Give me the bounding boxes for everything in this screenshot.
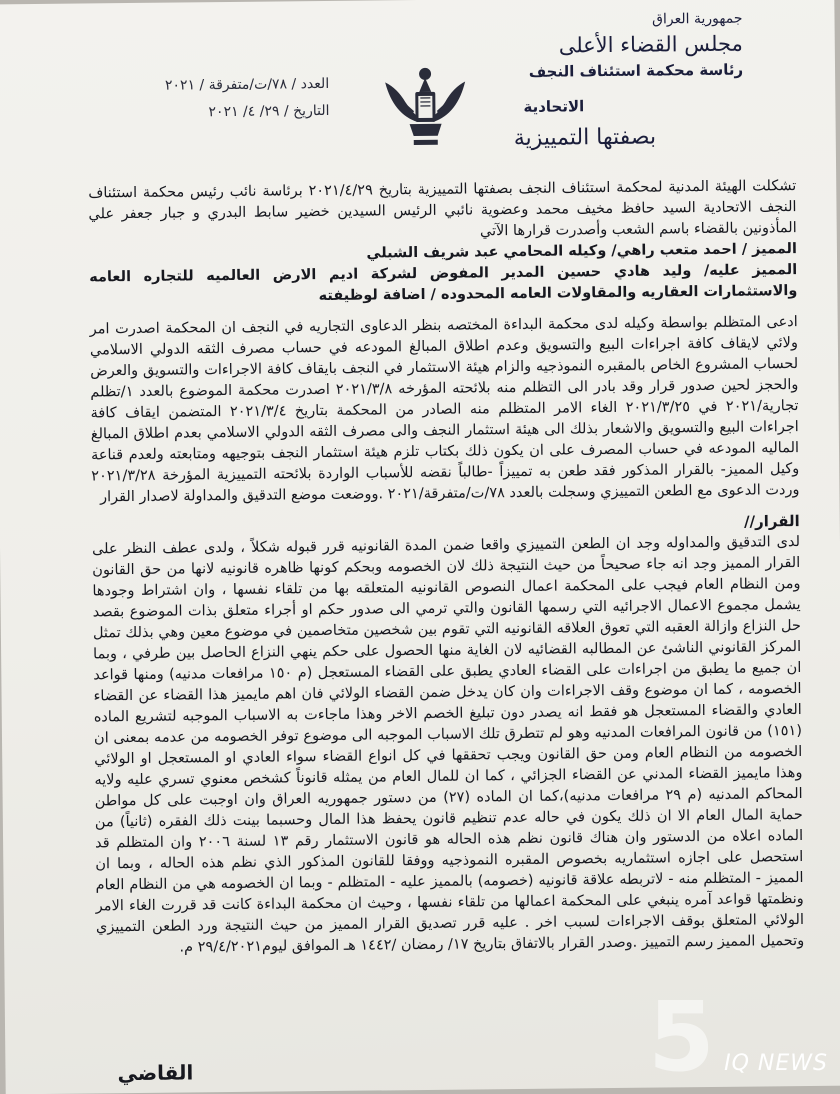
decision-paragraph: لدى التدقيق والمداوله وجد ان الطعن التمييزي واقعا ضمن المدة القانونيه قرر قبوله شكلاً ، ولدى عطف النظر على القرار المميز وجد انه جاء صحيحاً من حيث النتيجة ذلك لان الخصومه وبحكم كونها ظاهره قانونيه لانها من حق القانون ومن النظام العام فيجب على المحكمة اعمال النصوص القانونيه المتعلقه بها من تلقاء نفسها ، وان اشتراط وجودها يشمل مجموع الاعمال الاجرائيه التي رسمها القانون والتي ترمي الى صدور حكم او أجراء متعلق بذات الموضوع بقصد حل النزاع وازالة العقبه التي تعوق العلاقه القانونيه التي تقوم بين شخصين متخاصمين في موضوع معين وهي بذلك تمثل المركز القانوني الناشئ عن المطالبه القضائيه لان الغاية منها الحصول على حكم ينهي النزاع الحاصل بين طرفي ، وبما ان جميع ما يطبق من اجراءات على القضاء العادي يطبق على القضاء المستعجل (م ١٥٠ مرافعات مدنيه) ومنها قواعد الخصومه ، كما ان موضوع وقف الاجراءات وان كان يدخل ضمن القضاء الولائي فان اهم مايميز هذا القضاء عن القضاء العادي والقضاء المستعجل هو فقط انه يصدر دون تبليغ الخصم الاخر وهذا ماجاءت به الاسباب الموجبه لتشريع الماده (١٥١) من قانون المرافعات المدنيه وهو لم تتطرق تلك الاسباب الموجبه الى موضوع توفر الخصومه من عدمه بمعنى ان الخصومه من النظام العام ومن حق القانون ويجب تحققها في كل انواع القضاء سواء العادي او المستعجل او الولائي وهذا مايميز القضاء المدني عن القضاء الجزائي ، كما ان للمال العام من يمثله قانوناً كشخص معنوي تسري عليه ولايه المحاكم المدنيه (م ٢٩ مرافعات مدنيه)،كما ان الماده (٢٧) من دستور جمهوريه العراق وان اوجبت على كل مواطن حماية المال العام الا ان ذلك يكون في حاله عدم تنظيم قانون يحفظ هذا المال وحسبما بينت ذلك الفقره (ثانياً) من الماده اعلاه من الدستور وان هناك قانون نظم هذه الحاله هو قانون الاستثمار رقم ١٣ لسنة ٢٠٠٦ وان المتظلم قد استحصل على اجازه استثماريه بخصوص المقبره النموذجيه ووفقا للقانون المذكور الذي نظم هذه الحاله ، وبما ان المميز - المتظلم منه - لاتربطه علاقة قانونيه (خصومه) بالمميز عليه - المتظلم - وبما ان الخصومه هي من النظام العام ونظمتها قواعد آمره ينبغي على المحكمة اعمالها من تلقاء نفسها ، وحيث ان محكمة البداءة كانت قد قررت الغاء الامر الولائي المتعلق بوقف الاجراءات لسبب اخر . عليه قرر تصديق القرار المميز من حيث النتيجة ورد الطعن التمييزي وتحميل المميز رسم التمييز .وصدر القرار بالاتفاق بتاريخ ١٧/ رمضان /١٤٤٢ هـ الموافق ليوم٢٩/٤/٢٠٢١ م.	[92, 532, 804, 959]
letterhead	[482, 9, 743, 156]
reference-block	[79, 71, 330, 127]
case-facts-paragraph: ادعى المتظلم بواسطة وكيله لدى محكمة البداءة المختصه بنظر الدعاوى التجاريه في النجف ان المحكمة اصدرت امر ولائي لايقاف كافة اجراءات البيع والتسويق وعدم اطلاق المبالغ المودعه في حساب مصرف الثقه الدولي الاسلامي لحساب المشروع الخاص بالمقبره النموذجيه والزام هيئة الاستثمار في النجف بايقاف كافة الاجراءات والتسويق والعرض والحجز لحين صدور قرار وقد بادر الى التظلم منه بلائحته المؤرخه ٢٠٢١/٣/٨ اصدرت محكمة الموضوع بالعدد ١/تظلم تجارية/٢٠٢١ في ٢٠٢١/٣/٢٥ الغاء الامر المتظلم منه الصادر من المحكمة بتاريخ ٢٠٢١/٣/٤ المتضمن ايقاف كافة اجراءات البيع والتسويق والاشعار بذلك الى هيئة استثمار النجف والى مصرف الثقه الدولي الاسلامي بعدم اطلاق المبالغ الماليه المودعه في حساب المصرف على ان يكون ذلك بكتاب تلزم هيئة استثمار النجف بتوجيهه ومتابعته ولعدم قناعة وكيل المميز- بالقرار المذكور فقد طعن به تمييزاً -طالباً نقضه للأسباب الواردة بلائحته التمييزية المؤرخة ٢٠٢١/٣/٢٨ وردت الدعوى مع الطعن التمييزي وسجلت بالعدد ٧٨/ت/متفرقة/٢٠٢١ .ووضعت موضع التدقيق والمداولة لاصدار القرار	[90, 312, 800, 508]
court-type: الاتحادية	[483, 95, 743, 119]
council-name: مجلس القضاء الأعلى	[483, 29, 743, 62]
watermark-brand: IQ NEWS	[724, 1051, 828, 1076]
iraq-eagle-emblem	[383, 61, 468, 152]
court-formation-paragraph: تشكلت الهيئة المدنية لمحكمة استئناف النجف بصفتها التمييزية بتاريخ ٢٠٢١/٤/٢٩ برئاسة نائب رئيس محكمة استئناف النجف الاتحادية السيد حافظ مخيف محمد وعضوية نائبي الرئيس السيدين خضير سابط البدري و جبار جعفر علي المأذونين بالقضاء باسم الشعب وأصدرت قرارها الآتي	[88, 176, 797, 246]
logo-numeral: 5	[648, 988, 715, 1078]
court-capacity: بصفتها التمييزية	[484, 121, 744, 156]
judgment-body	[88, 176, 804, 959]
country-name: جمهورية العراق	[482, 9, 742, 32]
respondent-line: المميز عليه/ وليد هادي حسين المدير المفوض لشركة اديم الارض العالميه للتجاره العامه والاستثمارات العقاريه والمقاولات العامه المحدوده / اضافة لوظيفته	[89, 260, 797, 309]
case-number: العدد / ٧٨/ت/متفرقة / ٢٠٢١	[79, 71, 329, 100]
judge-signature: القاضي	[117, 1060, 193, 1085]
case-date: التاريخ / ٢٩/ ٤/ ٢٠٢١	[79, 98, 329, 127]
decision-heading: القرار//	[92, 511, 800, 539]
presidency-name: رئاسة محكمة استئناف النجف	[483, 59, 743, 83]
appellant-line: المميز / احمد متعب راهي/ وكيله المحامي عبد شريف الشبلي	[89, 239, 797, 267]
